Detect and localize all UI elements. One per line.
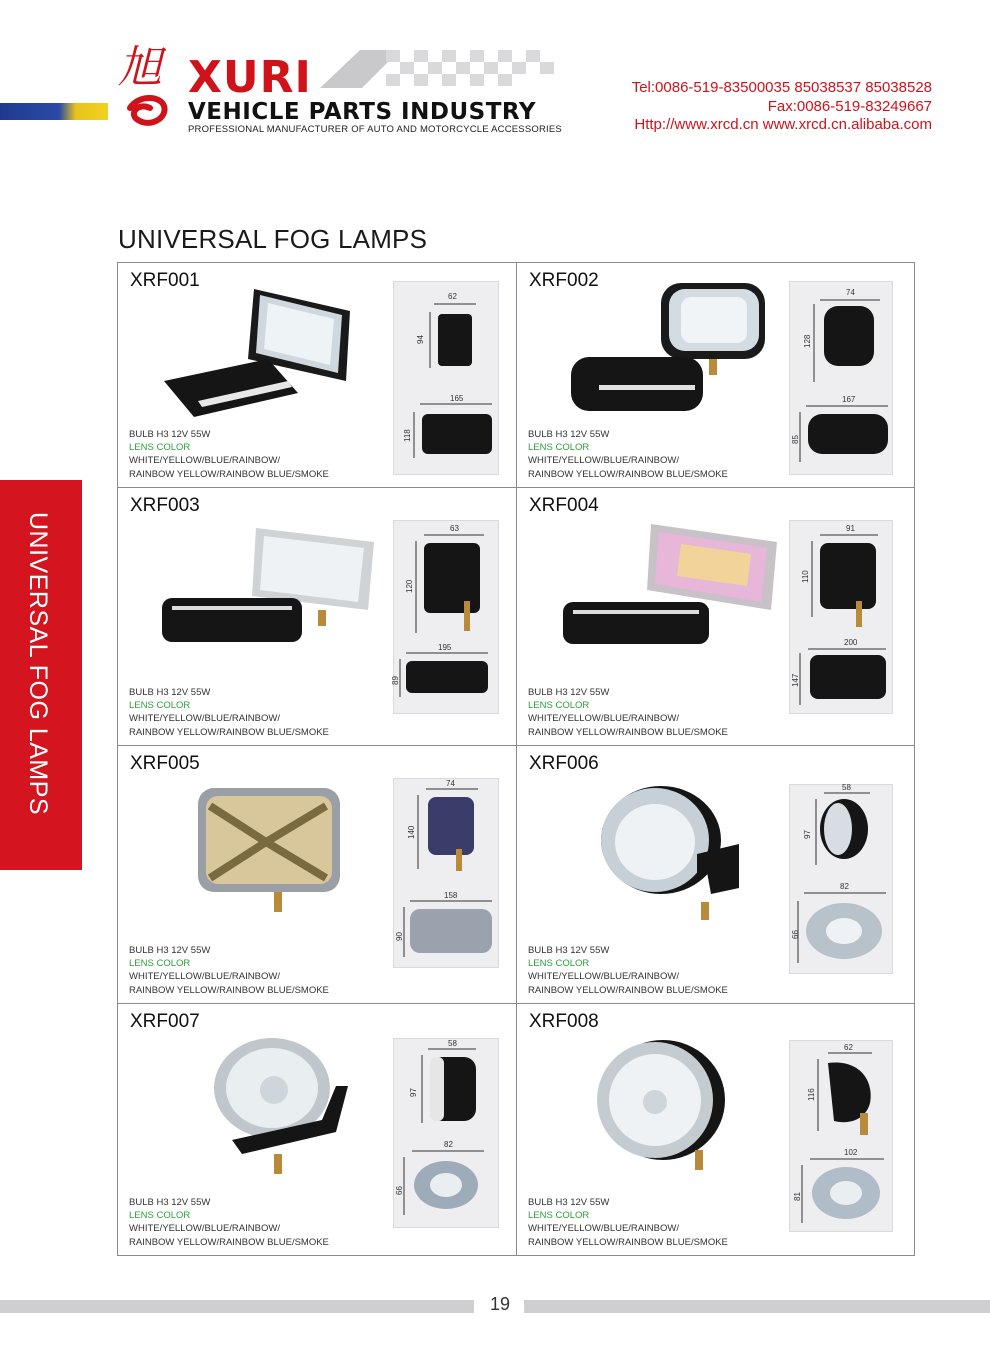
round-fog-lamp-icon <box>593 1038 733 1178</box>
rectangular-fog-lamp-icon <box>158 289 368 429</box>
dim-height-2: 118 <box>403 429 412 442</box>
spec-colors-line1: WHITE/YELLOW/BLUE/RAINBOW/ <box>528 713 679 725</box>
spec-bulb: BULB H3 12V 55W <box>129 428 211 440</box>
dim-height: 97 <box>803 830 812 839</box>
dim-width-2: 167 <box>842 395 856 404</box>
spec-bulb: BULB H3 12V 55W <box>129 944 211 956</box>
contact-fax: Fax:0086-519-83249667 <box>767 97 932 115</box>
contact-web[interactable]: Http://www.xrcd.cn www.xrcd.cn.alibaba.com <box>634 116 932 133</box>
product-card <box>118 746 517 1004</box>
spec-colors-line2: RAINBOW YELLOW/RAINBOW BLUE/SMOKE <box>528 1236 728 1248</box>
dim-width-2: 165 <box>450 394 464 403</box>
dim-width: 74 <box>846 288 855 297</box>
spec-lens-label: LENS COLOR <box>129 958 191 970</box>
product-code: XRF002 <box>529 270 599 291</box>
product-code: XRF003 <box>130 495 200 516</box>
dim-height-2: 85 <box>791 435 800 444</box>
contact-tel: Tel:0086-519-83500035 85038537 85038528 <box>631 79 932 96</box>
round-fog-lamp-icon <box>212 1036 362 1176</box>
dim-width: 62 <box>844 1043 853 1052</box>
dim-height-2: 66 <box>791 930 800 939</box>
contact-block <box>632 79 932 135</box>
dim-width-2: 82 <box>840 882 849 891</box>
dimension-drawing-icon <box>790 1041 894 1233</box>
dim-width: 58 <box>448 1039 457 1048</box>
spec-colors-line1: WHITE/YELLOW/BLUE/RAINBOW/ <box>528 455 679 467</box>
dim-height: 116 <box>807 1088 816 1101</box>
spec-lens-label: LENS COLOR <box>528 1210 590 1222</box>
spec-lens-label: LENS COLOR <box>129 442 191 454</box>
checkered-flag-icon <box>320 48 560 88</box>
dimension-diagram <box>789 281 893 475</box>
page-number: 19 <box>489 1294 511 1314</box>
dim-width-2: 102 <box>844 1148 858 1157</box>
product-card <box>517 488 915 746</box>
dim-width: 58 <box>842 783 851 792</box>
product-code: XRF007 <box>130 1011 200 1032</box>
dimension-drawing-icon <box>790 785 894 975</box>
spec-bulb: BULB H3 12V 55W <box>129 686 211 698</box>
product-spec <box>129 428 329 481</box>
dimension-diagram <box>789 1040 893 1232</box>
dim-width: 91 <box>846 524 855 533</box>
dimension-drawing-icon <box>394 282 500 476</box>
round-fog-lamp-icon <box>599 784 759 924</box>
product-card <box>517 1004 915 1255</box>
xuri-logo-icon <box>116 40 186 135</box>
product-code: XRF005 <box>130 753 200 774</box>
product-code: XRF004 <box>529 495 599 516</box>
header-color-stripe <box>0 103 108 120</box>
dimension-diagram <box>393 1038 499 1228</box>
spec-lens-label: LENS COLOR <box>528 700 590 712</box>
dim-height-2: 81 <box>793 1192 802 1201</box>
spec-colors-line1: WHITE/YELLOW/BLUE/RAINBOW/ <box>129 455 280 467</box>
dimension-diagram <box>393 281 499 475</box>
spec-colors-line1: WHITE/YELLOW/BLUE/RAINBOW/ <box>129 713 280 725</box>
product-spec <box>129 1196 329 1249</box>
spec-bulb: BULB H3 12V 55W <box>528 428 610 440</box>
logo-brand-name: XURI <box>188 52 312 103</box>
dimension-diagram <box>789 520 893 714</box>
dim-width-2: 195 <box>438 643 452 652</box>
product-card <box>517 263 915 488</box>
product-card <box>118 1004 517 1255</box>
spec-colors-line1: WHITE/YELLOW/BLUE/RAINBOW/ <box>528 971 679 983</box>
spec-bulb: BULB H3 12V 55W <box>129 1196 211 1208</box>
dimension-drawing-icon <box>790 282 894 476</box>
rectangular-fog-lamp-icon <box>569 281 779 421</box>
dim-width: 62 <box>448 292 457 301</box>
side-tab-label: UNIVERSAL FOG LAMPS <box>24 512 52 816</box>
company-tagline: PROFESSIONAL MANUFACTURER OF AUTO AND MOTORCYCLE ACCESSORIES <box>188 124 562 135</box>
spec-colors-line1: WHITE/YELLOW/BLUE/RAINBOW/ <box>129 1223 280 1235</box>
dim-height-2: 90 <box>395 932 404 941</box>
dim-width-2: 200 <box>844 638 858 647</box>
rectangular-fog-lamp-icon <box>160 526 374 666</box>
dim-height-2: 66 <box>395 1186 404 1195</box>
dim-height-2: 147 <box>791 673 800 687</box>
spec-colors-line1: WHITE/YELLOW/BLUE/RAINBOW/ <box>528 1223 679 1235</box>
dim-height: 94 <box>416 335 425 344</box>
product-spec <box>129 944 329 997</box>
spec-lens-label: LENS COLOR <box>528 958 590 970</box>
product-card <box>118 488 517 746</box>
page-title: UNIVERSAL FOG LAMPS <box>118 224 428 254</box>
spec-colors-line2: RAINBOW YELLOW/RAINBOW BLUE/SMOKE <box>528 726 728 738</box>
spec-bulb: BULB H3 12V 55W <box>528 1196 610 1208</box>
spec-colors-line1: WHITE/YELLOW/BLUE/RAINBOW/ <box>129 971 280 983</box>
dim-height: 128 <box>803 334 812 348</box>
product-grid <box>117 262 915 1256</box>
dimension-diagram <box>789 784 893 974</box>
spec-lens-label: LENS COLOR <box>129 700 191 712</box>
spec-bulb: BULB H3 12V 55W <box>528 686 610 698</box>
logo-brand-mark: 旭 <box>118 42 162 93</box>
spec-bulb: BULB H3 12V 55W <box>528 944 610 956</box>
dim-height: 97 <box>409 1088 418 1097</box>
dimension-diagram <box>393 778 499 968</box>
product-code: XRF008 <box>529 1011 599 1032</box>
dim-width-2: 82 <box>444 1140 453 1149</box>
dimension-drawing-icon <box>394 1039 500 1229</box>
dimension-drawing-icon <box>391 521 500 715</box>
spec-lens-label: LENS COLOR <box>129 1210 191 1222</box>
dim-width-2: 158 <box>444 891 458 900</box>
dimension-drawing-icon <box>790 521 894 715</box>
dim-width: 74 <box>446 779 455 788</box>
spec-colors-line2: RAINBOW YELLOW/RAINBOW BLUE/SMOKE <box>129 726 329 738</box>
product-spec <box>528 686 728 739</box>
chrome-fog-lamp-icon <box>196 786 346 916</box>
product-spec <box>528 428 728 481</box>
product-spec <box>129 686 329 739</box>
dim-height: 140 <box>407 825 416 839</box>
spec-colors-line2: RAINBOW YELLOW/RAINBOW BLUE/SMOKE <box>528 468 728 480</box>
product-code: XRF006 <box>529 753 599 774</box>
spec-lens-label: LENS COLOR <box>528 442 590 454</box>
rectangular-fog-lamp-icon <box>561 524 777 664</box>
product-code: XRF001 <box>130 270 200 291</box>
product-spec <box>528 1196 728 1249</box>
spec-colors-line2: RAINBOW YELLOW/RAINBOW BLUE/SMOKE <box>129 1236 329 1248</box>
spec-colors-line2: RAINBOW YELLOW/RAINBOW BLUE/SMOKE <box>129 984 329 996</box>
spec-colors-line2: RAINBOW YELLOW/RAINBOW BLUE/SMOKE <box>129 468 329 480</box>
product-card <box>517 746 915 1004</box>
dim-width: 63 <box>450 524 459 533</box>
dim-height: 110 <box>801 570 810 583</box>
dim-height-2: 89 <box>391 676 400 685</box>
footer-bar-left <box>0 1300 474 1313</box>
footer-bar-right <box>524 1300 990 1313</box>
dim-height: 120 <box>405 579 414 593</box>
product-spec <box>528 944 728 997</box>
product-card <box>118 263 517 488</box>
company-name: VEHICLE PARTS INDUSTRY <box>188 99 536 125</box>
dimension-drawing-icon <box>394 779 500 969</box>
dimension-diagram <box>393 520 499 714</box>
spec-colors-line2: RAINBOW YELLOW/RAINBOW BLUE/SMOKE <box>528 984 728 996</box>
